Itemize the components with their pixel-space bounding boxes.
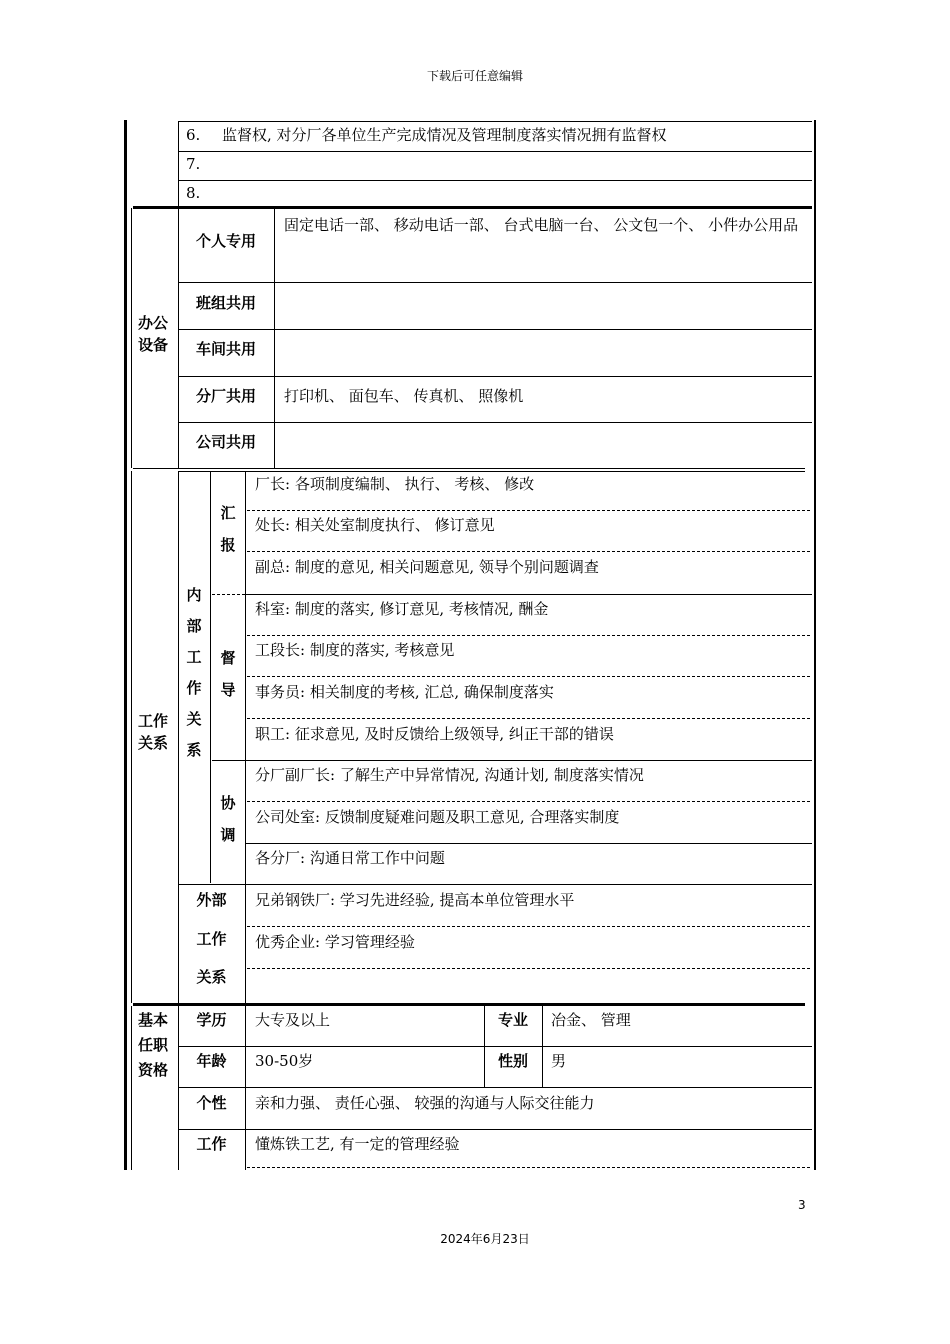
- page-header: 下载后可任意编辑: [426, 69, 523, 83]
- qualifications-label: 基本任职资格: [137, 1011, 168, 1079]
- work-relations-label: 工作关系: [137, 712, 168, 752]
- external-relations-label-line2: 工作: [196, 930, 227, 948]
- gender-label: 性别: [497, 1052, 528, 1070]
- office-equipment-label: 办公设备: [137, 314, 168, 354]
- coordinate-item: 各分厂: 沟通日常工作中问题: [255, 849, 445, 867]
- office-row-label-branch: 分厂共用: [195, 387, 256, 405]
- report-item: 厂长: 各项制度编制、 执行、 考核、 修改: [255, 475, 535, 493]
- office-row-label-team: 班组共用: [195, 294, 256, 312]
- office-row-label-workshop: 车间共用: [195, 340, 256, 358]
- external-item: 兄弟钢铁厂: 学习先进经验, 提高本单位管理水平: [255, 891, 575, 909]
- external-relations-label-line1: 外部: [196, 891, 227, 909]
- external-item: 优秀企业: 学习管理经验: [255, 933, 415, 951]
- page-footer-date: 2024年6月23日: [440, 1232, 530, 1246]
- report-label: 汇报: [220, 504, 236, 554]
- supervise-item: 工段长: 制度的落实, 考核意见: [255, 641, 455, 659]
- duty-item-6-text: 监督权, 对分厂各单位生产完成情况及管理制度落实情况拥有监督权: [222, 126, 667, 144]
- major-value: 冶金、 管理: [551, 1011, 631, 1029]
- office-row-label-company: 公司共用: [195, 433, 256, 451]
- coordinate-item: 公司处室: 反馈制度疑难问题及职工意见, 合理落实制度: [255, 808, 620, 826]
- office-row-value-personal: 固定电话一部、 移动电话一部、 台式电脑一台、 公文包一个、 小件办公用品: [284, 216, 799, 234]
- gender-value: 男: [551, 1052, 567, 1070]
- duty-item-8: 8.: [186, 184, 201, 202]
- supervise-label: 督导: [220, 649, 236, 699]
- age-label: 年龄: [196, 1052, 227, 1070]
- office-row-value-branch: 打印机、 面包车、 传真机、 照像机: [284, 387, 524, 405]
- work-experience-label: 工作: [196, 1135, 227, 1153]
- report-item: 副总: 制度的意见, 相关问题意见, 领导个别问题调查: [255, 558, 599, 576]
- internal-relations-label: 内部工作关系: [186, 586, 202, 759]
- personality-value: 亲和力强、 责任心强、 较强的沟通与人际交往能力: [255, 1094, 595, 1112]
- work-experience-value: 懂炼铁工艺, 有一定的管理经验: [255, 1135, 460, 1153]
- external-relations-label-line3: 关系: [196, 968, 227, 986]
- office-row-label-personal: 个人专用: [195, 232, 256, 250]
- duty-item-7: 7.: [186, 155, 201, 173]
- education-value: 大专及以上: [255, 1011, 331, 1029]
- coordinate-item: 分厂副厂长: 了解生产中异常情况, 沟通计划, 制度落实情况: [255, 766, 644, 784]
- supervise-item: 职工: 征求意见, 及时反馈给上级领导, 纠正干部的错误: [255, 725, 614, 743]
- report-item: 处长: 相关处室制度执行、 修订意见: [255, 516, 495, 534]
- education-label: 学历: [196, 1011, 227, 1029]
- coordinate-label: 协调: [220, 794, 236, 844]
- personality-label: 个性: [196, 1094, 227, 1112]
- major-label: 专业: [497, 1011, 528, 1029]
- page-number: 3: [798, 1198, 806, 1212]
- supervise-item: 事务员: 相关制度的考核, 汇总, 确保制度落实: [255, 683, 554, 701]
- age-value: 30-50岁: [255, 1052, 314, 1070]
- duty-item-6-number: 6.: [186, 126, 201, 144]
- supervise-item: 科室: 制度的落实, 修订意见, 考核情况, 酬金: [255, 600, 549, 618]
